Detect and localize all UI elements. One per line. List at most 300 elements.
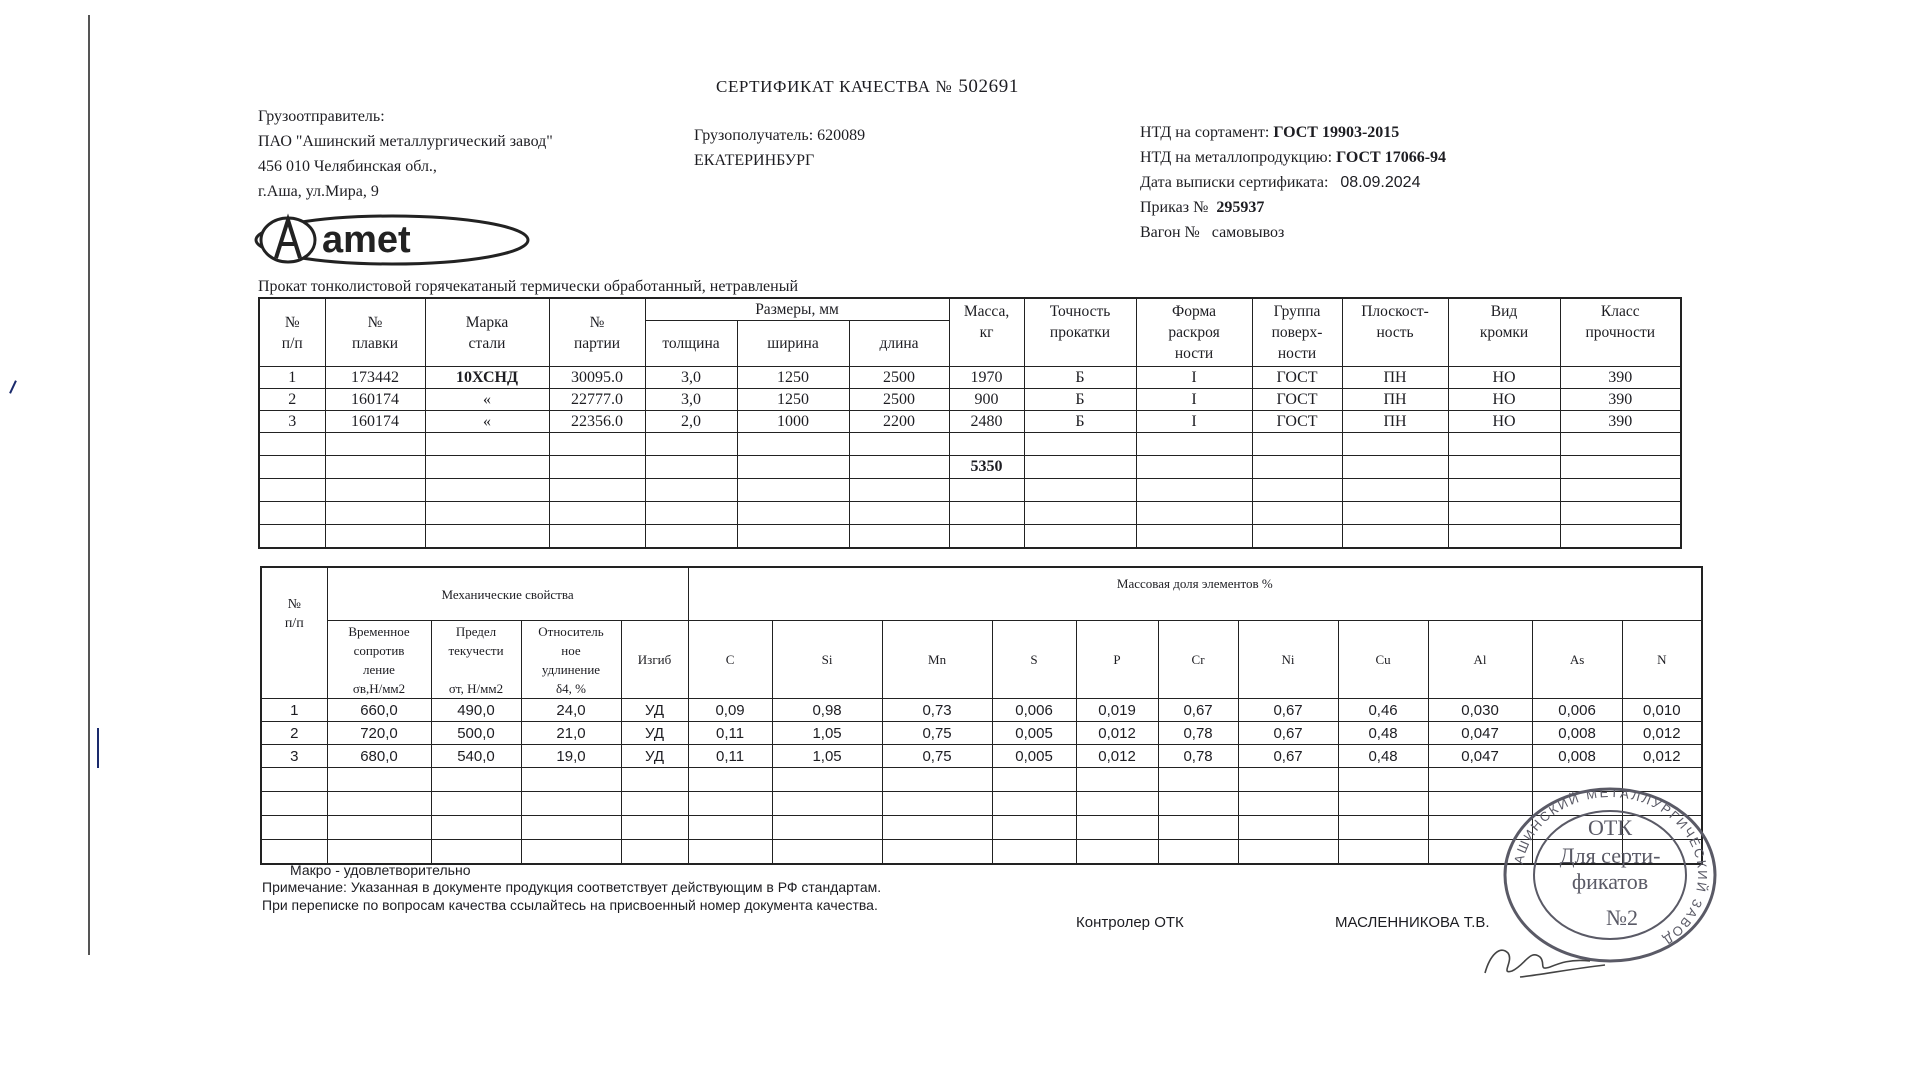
empty-cell — [992, 816, 1076, 840]
cell-width: 1000 — [737, 411, 849, 433]
col-header-el-s: S — [992, 621, 1076, 699]
table-row — [259, 502, 1681, 525]
cell-element-p: 0,012 — [1076, 745, 1158, 768]
ntd-assortment-value: ГОСТ 19903-2015 — [1273, 124, 1400, 141]
col-header-num: № п/п — [259, 298, 325, 367]
product-table — [258, 297, 1682, 549]
table-row — [261, 792, 1702, 816]
cell-width — [737, 479, 849, 502]
cell-cut — [1136, 502, 1252, 525]
empty-cell — [772, 792, 882, 816]
cell-element-as: 0,006 — [1532, 699, 1622, 722]
empty-cell — [431, 816, 521, 840]
empty-cell — [621, 768, 688, 792]
cell-element-cr: 0,78 — [1158, 722, 1238, 745]
empty-cell — [261, 792, 327, 816]
col-header-flatness: Плоскост- ность — [1342, 298, 1448, 367]
cell-heat — [325, 479, 425, 502]
cell-flatness — [1342, 479, 1448, 502]
cell-num — [259, 525, 325, 549]
cell-length — [849, 479, 949, 502]
empty-cell — [688, 768, 772, 792]
cell-element-mn: 0,75 — [882, 745, 992, 768]
empty-cell — [1238, 768, 1338, 792]
cell-edge — [1448, 502, 1560, 525]
col-header-sizes: Размеры, мм — [645, 298, 949, 321]
ntd-product-label: НТД на металлопродукцию: — [1140, 149, 1333, 166]
col-header-mech: Механические свойства — [327, 567, 688, 621]
col-header-cut: Форма раскроя ности — [1136, 298, 1252, 367]
cell-cut: I — [1136, 411, 1252, 433]
cell-heat: 160174 — [325, 389, 425, 411]
table-row — [259, 525, 1681, 549]
empty-cell — [261, 840, 327, 865]
cell-surface — [1252, 456, 1342, 479]
cell-num — [259, 502, 325, 525]
cell-element-c: 0,11 — [688, 722, 772, 745]
cell-length — [849, 433, 949, 456]
wagon — [1140, 220, 1446, 245]
cell-num — [259, 456, 325, 479]
cell-mass: 900 — [949, 389, 1024, 411]
table-row — [259, 411, 1681, 433]
cell-num: 1 — [261, 699, 327, 722]
cell-edge: НО — [1448, 367, 1560, 389]
cell-bend: УД — [621, 699, 688, 722]
cell-element-p: 0,012 — [1076, 722, 1158, 745]
shipper-address-1: 456 010 Челябинская обл., — [258, 158, 437, 175]
cell-strength — [1560, 479, 1681, 502]
cell-accuracy — [1024, 456, 1136, 479]
cell-width: 1250 — [737, 367, 849, 389]
cell-batch: 22356.0 — [549, 411, 645, 433]
cell-flatness — [1342, 525, 1448, 549]
col-header-el-al: Al — [1428, 621, 1532, 699]
empty-cell — [772, 840, 882, 865]
table-row — [261, 699, 1702, 722]
ntd-assortment — [1140, 120, 1446, 145]
cell-num: 1 — [259, 367, 325, 389]
cell-num — [259, 433, 325, 456]
order-value: 295937 — [1216, 199, 1265, 216]
cell-thickness — [645, 456, 737, 479]
cell-grade: « — [425, 389, 549, 411]
empty-cell — [992, 840, 1076, 865]
cell-element-as: 0,008 — [1532, 745, 1622, 768]
cell-grade — [425, 502, 549, 525]
cell-element-cr: 0,67 — [1158, 699, 1238, 722]
wagon-label: Вагон № — [1140, 224, 1200, 241]
empty-cell — [882, 768, 992, 792]
cell-strength: 390 — [1560, 367, 1681, 389]
cell-batch — [549, 525, 645, 549]
cell-element-as: 0,008 — [1532, 722, 1622, 745]
product-title: Прокат тонколистовой горячекатаный термически обработанный, нетравленый — [258, 278, 799, 295]
stamp-line-3: фикатов — [1571, 869, 1649, 894]
cell-length: 2500 — [849, 389, 949, 411]
certificate-number: 502691 — [958, 76, 1019, 97]
cell-yield: 500,0 — [431, 722, 521, 745]
cell-tensile: 680,0 — [327, 745, 431, 768]
cell-element-n: 0,010 — [1622, 699, 1702, 722]
macro-note: Макро - удовлетворительно — [290, 862, 471, 878]
scan-margin-line — [88, 15, 90, 955]
col-header-el-si: Si — [772, 621, 882, 699]
cell-flatness: ПН — [1342, 411, 1448, 433]
col-header-length: длина — [849, 321, 949, 367]
cell-tensile: 720,0 — [327, 722, 431, 745]
cell-grade — [425, 456, 549, 479]
cell-mass — [949, 502, 1024, 525]
empty-cell — [621, 816, 688, 840]
cell-length: 2200 — [849, 411, 949, 433]
cell-tensile: 660,0 — [327, 699, 431, 722]
col-header-el-cu: Cu — [1338, 621, 1428, 699]
cell-grade — [425, 525, 549, 549]
col-header-num-2: № п/п — [261, 567, 327, 699]
cell-width: 1250 — [737, 389, 849, 411]
empty-cell — [1076, 840, 1158, 865]
cell-thickness — [645, 525, 737, 549]
empty-cell — [521, 816, 621, 840]
cell-accuracy — [1024, 479, 1136, 502]
cell-heat: 173442 — [325, 367, 425, 389]
cell-yield: 540,0 — [431, 745, 521, 768]
cell-strength — [1560, 433, 1681, 456]
cell-length — [849, 525, 949, 549]
cell-heat — [325, 525, 425, 549]
cell-element-al: 0,030 — [1428, 699, 1532, 722]
empty-cell — [1338, 840, 1428, 865]
cell-strength — [1560, 525, 1681, 549]
cell-strength — [1560, 502, 1681, 525]
certificate-title-label: СЕРТИФИКАТ КАЧЕСТВА № — [716, 77, 953, 96]
stamp-line-2: Для серти- — [1559, 843, 1661, 868]
cell-yield: 490,0 — [431, 699, 521, 722]
cell-mass — [949, 433, 1024, 456]
col-header-el-mn: Mn — [882, 621, 992, 699]
empty-cell — [521, 840, 621, 865]
empty-cell — [621, 840, 688, 865]
empty-cell — [1338, 768, 1428, 792]
cell-bend: УД — [621, 745, 688, 768]
cell-grade: 10ХСНД — [425, 367, 549, 389]
col-header-accuracy: Точность прокатки — [1024, 298, 1136, 367]
shipper-name: ПАО "Ашинский металлургический завод" — [258, 133, 553, 150]
empty-cell — [521, 792, 621, 816]
empty-cell — [261, 768, 327, 792]
cell-thickness — [645, 433, 737, 456]
empty-cell — [1076, 816, 1158, 840]
cell-heat: 160174 — [325, 411, 425, 433]
company-logo — [252, 212, 532, 273]
cell-flatness — [1342, 502, 1448, 525]
cell-batch — [549, 433, 645, 456]
col-header-elongation: Относитель ное удлинение δ4, % — [521, 621, 621, 699]
correspondence-note: При переписке по вопросам качества ссылайтесь на присвоенный номер документа качества. — [262, 897, 878, 913]
col-header-el-p: P — [1076, 621, 1158, 699]
empty-cell — [688, 840, 772, 865]
col-header-mass: Масса, кг — [949, 298, 1024, 367]
consignee-line-1: Грузополучатель: 620089 — [694, 127, 866, 144]
signature — [1480, 935, 1610, 985]
cell-mass — [949, 525, 1024, 549]
empty-cell — [1238, 816, 1338, 840]
scan-mark — [9, 380, 17, 394]
ashinsky-logo-icon — [252, 212, 532, 268]
cell-element-ni: 0,67 — [1238, 722, 1338, 745]
ntd-block — [1140, 120, 1446, 245]
col-header-bend: Изгиб — [621, 621, 688, 699]
controller-label: Контролер ОТК — [1076, 914, 1184, 931]
cell-mass: 1970 — [949, 367, 1024, 389]
cell-element-n: 0,012 — [1622, 722, 1702, 745]
issue-date-label: Дата выписки сертификата: — [1140, 174, 1329, 191]
empty-cell — [1076, 792, 1158, 816]
cell-element-cu: 0,46 — [1338, 699, 1428, 722]
empty-cell — [1158, 816, 1238, 840]
cell-length: 2500 — [849, 367, 949, 389]
table-row — [259, 456, 1681, 479]
order-label: Приказ № — [1140, 199, 1209, 216]
cell-thickness — [645, 502, 737, 525]
cell-surface — [1252, 525, 1342, 549]
logo-text: amet — [322, 219, 411, 261]
table-row — [261, 722, 1702, 745]
cell-num — [259, 479, 325, 502]
col-header-el-as: As — [1532, 621, 1622, 699]
col-header-yield: Предел текучести σт, Н/мм2 — [431, 621, 521, 699]
cell-accuracy — [1024, 502, 1136, 525]
cell-accuracy — [1024, 433, 1136, 456]
shipper-label: Грузоотправитель: — [258, 108, 385, 125]
empty-cell — [992, 768, 1076, 792]
col-header-el-cr: Cr — [1158, 621, 1238, 699]
cell-strength: 390 — [1560, 411, 1681, 433]
wagon-value: самовывоз — [1211, 224, 1285, 241]
cell-element-cu: 0,48 — [1338, 745, 1428, 768]
cell-strength — [1560, 456, 1681, 479]
cell-strength: 390 — [1560, 389, 1681, 411]
col-header-grade: Марка стали — [425, 298, 549, 367]
cell-cut — [1136, 479, 1252, 502]
col-header-heat: № плавки — [325, 298, 425, 367]
col-header-batch: № партии — [549, 298, 645, 367]
cell-edge — [1448, 433, 1560, 456]
cell-flatness: ПН — [1342, 389, 1448, 411]
empty-cell — [882, 792, 992, 816]
cell-mass — [949, 479, 1024, 502]
empty-cell — [688, 816, 772, 840]
properties-table — [260, 566, 1703, 865]
empty-cell — [882, 816, 992, 840]
cell-element-ni: 0,67 — [1238, 745, 1338, 768]
cell-cut: I — [1136, 367, 1252, 389]
cell-elong: 19,0 — [521, 745, 621, 768]
compliance-note: Примечание: Указанная в документе продукция соответствует действующим в РФ стандартам. — [262, 879, 882, 895]
cell-flatness — [1342, 456, 1448, 479]
cell-flatness: ПН — [1342, 367, 1448, 389]
cell-cut: I — [1136, 389, 1252, 411]
cell-element-n: 0,012 — [1622, 745, 1702, 768]
cell-surface — [1252, 433, 1342, 456]
table-row — [261, 840, 1702, 865]
cell-surface: ГОСТ — [1252, 389, 1342, 411]
cell-surface — [1252, 502, 1342, 525]
cell-element-s: 0,005 — [992, 722, 1076, 745]
table-row — [261, 745, 1702, 768]
stamp-line-1: ОТК — [1588, 815, 1632, 840]
col-header-edge: Вид кромки — [1448, 298, 1560, 367]
cell-surface — [1252, 479, 1342, 502]
consignee-line-2: ЕКАТЕРИНБУРГ — [694, 152, 815, 169]
cell-grade — [425, 479, 549, 502]
stamp-line-4: №2 — [1606, 905, 1638, 930]
cell-element-ni: 0,67 — [1238, 699, 1338, 722]
cell-width — [737, 502, 849, 525]
cell-element-c: 0,09 — [688, 699, 772, 722]
empty-cell — [1338, 816, 1428, 840]
cell-width — [737, 456, 849, 479]
col-header-strength: Класс прочности — [1560, 298, 1681, 367]
cell-batch — [549, 456, 645, 479]
cell-cut — [1136, 456, 1252, 479]
empty-cell — [1158, 768, 1238, 792]
col-header-chem: Массовая доля элементов % — [688, 567, 1702, 621]
cell-batch — [549, 479, 645, 502]
cell-batch — [549, 502, 645, 525]
cell-accuracy: Б — [1024, 367, 1136, 389]
cell-batch: 22777.0 — [549, 389, 645, 411]
empty-cell — [327, 768, 431, 792]
cell-element-s: 0,005 — [992, 745, 1076, 768]
cell-surface: ГОСТ — [1252, 411, 1342, 433]
cell-cut — [1136, 525, 1252, 549]
empty-cell — [1076, 768, 1158, 792]
cell-cut — [1136, 433, 1252, 456]
order — [1140, 195, 1446, 220]
empty-cell — [1238, 840, 1338, 865]
cell-length — [849, 502, 949, 525]
cell-elong: 21,0 — [521, 722, 621, 745]
ntd-product — [1140, 145, 1446, 170]
table-row — [261, 816, 1702, 840]
cell-heat — [325, 502, 425, 525]
table-row — [259, 389, 1681, 411]
empty-cell — [1158, 840, 1238, 865]
cell-edge: НО — [1448, 411, 1560, 433]
cell-element-al: 0,047 — [1428, 722, 1532, 745]
scan-mark — [97, 728, 99, 768]
cell-edge: НО — [1448, 389, 1560, 411]
cell-element-c: 0,11 — [688, 745, 772, 768]
empty-cell — [621, 792, 688, 816]
empty-cell — [327, 816, 431, 840]
signature-icon — [1480, 935, 1610, 980]
cell-element-si: 0,98 — [772, 699, 882, 722]
col-header-el-ni: Ni — [1238, 621, 1338, 699]
shipper-block — [258, 104, 553, 204]
cell-mass: 2480 — [949, 411, 1024, 433]
cell-flatness — [1342, 433, 1448, 456]
empty-cell — [992, 792, 1076, 816]
empty-cell — [521, 768, 621, 792]
cell-element-al: 0,047 — [1428, 745, 1532, 768]
cell-elong: 24,0 — [521, 699, 621, 722]
controller-name: МАСЛЕННИКОВА Т.В. — [1335, 914, 1490, 931]
empty-cell — [1338, 792, 1428, 816]
cell-width — [737, 525, 849, 549]
cell-thickness: 2,0 — [645, 411, 737, 433]
issue-date — [1140, 170, 1446, 195]
cell-element-mn: 0,75 — [882, 722, 992, 745]
shipper-address-2: г.Аша, ул.Мира, 9 — [258, 183, 379, 200]
cell-element-si: 1,05 — [772, 722, 882, 745]
cell-element-mn: 0,73 — [882, 699, 992, 722]
empty-cell — [261, 816, 327, 840]
ntd-assortment-label: НТД на сортамент: — [1140, 124, 1270, 141]
col-header-el-n: N — [1622, 621, 1702, 699]
empty-cell — [431, 792, 521, 816]
cell-num: 2 — [259, 389, 325, 411]
cell-grade: « — [425, 411, 549, 433]
cell-num: 2 — [261, 722, 327, 745]
consignee-block — [694, 123, 865, 173]
stamp-ring-text: АШИНСКИЙ МЕТАЛЛУРГИЧЕСКИЙ ЗАВОД — [1510, 785, 1711, 949]
empty-cell — [688, 792, 772, 816]
cell-edge — [1448, 479, 1560, 502]
cell-thickness: 3,0 — [645, 367, 737, 389]
cell-element-cr: 0,78 — [1158, 745, 1238, 768]
cell-bend: УД — [621, 722, 688, 745]
empty-cell — [431, 840, 521, 865]
cell-heat — [325, 456, 425, 479]
cell-accuracy: Б — [1024, 411, 1136, 433]
cell-edge — [1448, 456, 1560, 479]
cell-accuracy: Б — [1024, 389, 1136, 411]
table-row — [259, 367, 1681, 389]
cell-num: 3 — [259, 411, 325, 433]
cell-surface: ГОСТ — [1252, 367, 1342, 389]
table-row — [259, 433, 1681, 456]
cell-heat — [325, 433, 425, 456]
empty-cell — [772, 768, 882, 792]
cell-element-si: 1,05 — [772, 745, 882, 768]
col-header-tensile: Временное сопротив ление σв,Н/мм2 — [327, 621, 431, 699]
empty-cell — [431, 768, 521, 792]
col-header-surface: Группа поверх- ности — [1252, 298, 1342, 367]
cell-accuracy — [1024, 525, 1136, 549]
empty-cell — [882, 840, 992, 865]
cell-grade — [425, 433, 549, 456]
cell-num: 3 — [261, 745, 327, 768]
empty-cell — [772, 816, 882, 840]
cell-thickness — [645, 479, 737, 502]
cell-batch: 30095.0 — [549, 367, 645, 389]
col-header-thickness: толщина — [645, 321, 737, 367]
cell-width — [737, 433, 849, 456]
empty-cell — [327, 840, 431, 865]
cell-element-cu: 0,48 — [1338, 722, 1428, 745]
table-row — [259, 479, 1681, 502]
ntd-product-value: ГОСТ 17066-94 — [1336, 149, 1447, 166]
total-mass: 5350 — [949, 456, 1024, 479]
cell-length — [849, 456, 949, 479]
empty-cell — [327, 792, 431, 816]
empty-cell — [1238, 792, 1338, 816]
cell-element-p: 0,019 — [1076, 699, 1158, 722]
col-header-width: ширина — [737, 321, 849, 367]
